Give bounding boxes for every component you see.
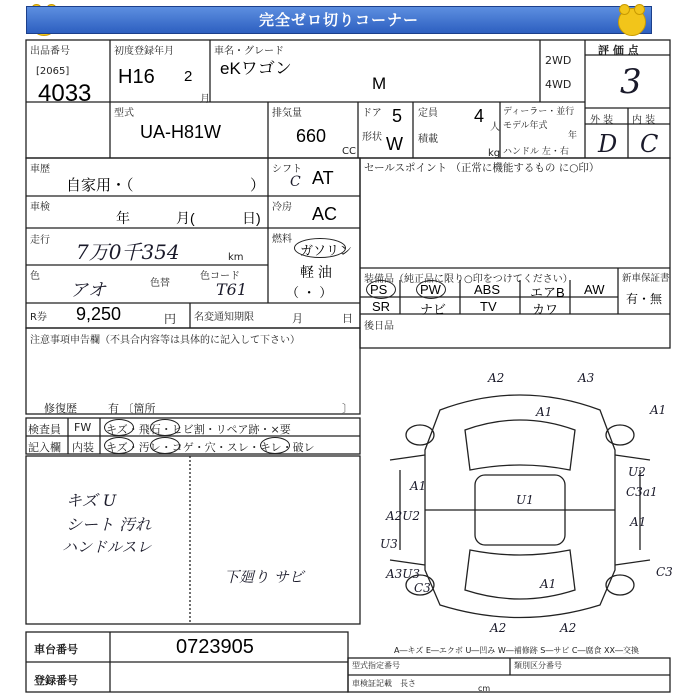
- cert-label: 車検証記載: [352, 679, 392, 688]
- color-label: 色: [30, 271, 40, 282]
- mark-left-door: A1: [410, 479, 427, 493]
- fuel-label: 燃料: [272, 234, 292, 245]
- doors-label: ドア: [362, 108, 382, 119]
- equip-abs: ABS: [474, 282, 501, 297]
- mark-front-left: A2: [488, 371, 505, 385]
- mileage-label: 走行: [30, 235, 50, 246]
- warranty-label: 新車保証書: [622, 273, 670, 284]
- evaluation-score: 3: [620, 62, 642, 102]
- interior-label: 内 装: [632, 115, 656, 126]
- inspector-label: 検査員: [28, 423, 61, 436]
- car-grade: M: [372, 74, 387, 93]
- history-label: 車歴: [30, 164, 50, 175]
- mark-right-rear-wheel: C3: [656, 565, 673, 579]
- mark-rear-left: A2: [490, 621, 507, 635]
- category-number-label: 類別区分番号: [514, 661, 562, 670]
- name-change-month: 月: [292, 312, 303, 325]
- handle-label: ハンドル 左・右: [503, 147, 569, 157]
- load-label: 積載: [418, 134, 438, 145]
- shift-type: AT: [312, 168, 334, 188]
- chassis-number: 0723905: [176, 636, 254, 658]
- usage-history-close: ）: [250, 177, 266, 194]
- interior-items: キズ・汚レ・コゲ・穴・スレ・キレ・破レ: [106, 441, 315, 454]
- inspector-fw: FW: [74, 421, 92, 434]
- banner-title: 完全ゼロ切りコーナー: [258, 11, 419, 29]
- equip-pw-circle: [416, 280, 446, 299]
- model-code: UA-H81W: [140, 122, 222, 142]
- mark-front-right: A3: [578, 371, 595, 385]
- inspection-day: 日): [242, 210, 261, 226]
- usage-history: 自家用・（: [66, 177, 134, 194]
- color-code: T61: [216, 280, 248, 299]
- first-registration-label: 初度登録年月: [114, 46, 174, 57]
- cc-unit: CC: [342, 146, 356, 157]
- color-code-label: 色コード: [200, 271, 240, 282]
- aircon-label: 冷房: [272, 202, 292, 213]
- length-unit: cm: [478, 684, 491, 693]
- shape-label: 形状: [362, 132, 382, 143]
- recycle-unit: 円: [164, 312, 177, 326]
- registration-era-year: H16: [118, 66, 155, 88]
- fuel-gasoline: ガソリン: [300, 243, 353, 258]
- equip-airbag: エアB: [530, 285, 565, 300]
- load-unit: kg: [488, 148, 501, 159]
- int-wear-circle-mark: [260, 437, 290, 454]
- mark-right-quarter: A1: [630, 515, 647, 529]
- name-change-label: 名変通知期限: [194, 312, 254, 323]
- km-unit: km: [228, 252, 244, 263]
- recycle-fee: 9,250: [76, 304, 122, 324]
- drive-4wd: 4WD: [545, 78, 572, 91]
- equip-leather: カワ: [532, 302, 559, 317]
- color-change-label: 色替: [150, 278, 170, 289]
- registration-month: 2: [184, 68, 193, 85]
- sales-point-label: セールスポイント （正常に機能するもの に○印）: [364, 162, 600, 174]
- chassis-number-label: 車台番号: [34, 643, 78, 656]
- exterior-grade: D: [598, 130, 618, 158]
- car-name-grade-label: 車名・グレード: [214, 46, 284, 57]
- damage-diagram: [380, 370, 673, 640]
- mark-left-rear-door: A2U2: [386, 509, 421, 523]
- mark-rear-right: A2: [560, 621, 577, 635]
- registration-number-label: 登録番号: [34, 674, 78, 687]
- evaluation-label: 評 価 点: [598, 44, 639, 57]
- interior-items-label: 内装: [72, 441, 94, 454]
- warranty: 有・無: [626, 292, 663, 306]
- length-label: 長さ: [400, 679, 416, 688]
- capacity: 4: [474, 106, 485, 126]
- model-label: 型式: [114, 108, 134, 119]
- remark-seat: シート 汚れ: [66, 515, 152, 534]
- drive-2wd: 2WD: [545, 54, 572, 67]
- mark-roof: U1: [516, 493, 534, 507]
- displacement-label: 排気量: [272, 108, 302, 119]
- remark-handle: ハンドルスレ: [62, 538, 152, 556]
- shift-label: シフト: [272, 164, 302, 175]
- name-change-day: 日: [342, 312, 353, 325]
- equip-ps: PS: [370, 282, 388, 297]
- year-unit: 年: [568, 131, 578, 141]
- equip-aw: AW: [584, 282, 605, 297]
- shape: W: [386, 134, 403, 154]
- type-designation-label: 型式指定番号: [352, 661, 400, 670]
- stock-number-label: 出品番号: [30, 46, 70, 57]
- exterior-label: 外 装: [590, 115, 614, 126]
- mark-trunk: A1: [540, 577, 557, 591]
- car-name: eKワゴン: [220, 59, 292, 78]
- body-color: アオ: [70, 280, 106, 301]
- equip-sr: SR: [372, 299, 391, 314]
- equip-pw: PW: [420, 282, 441, 297]
- damage-legend: A―キズ E―エクボ U―凹み W―補修跡 S―サビ C―腐食 XX―交換: [394, 646, 640, 655]
- model-year-label: モデル年式: [503, 121, 548, 131]
- aircon: AC: [312, 204, 338, 224]
- equip-ps-circle: [366, 280, 396, 299]
- dealer-label: ディーラー・並行: [503, 107, 575, 117]
- stock-sub-number: [2065]: [36, 66, 70, 77]
- chip-circle-mark: [150, 419, 180, 436]
- inspection-month: 月(: [176, 210, 195, 226]
- declaration-label: 注意事項申告欄（不具合内容等は具体的に記入して下さい）: [30, 335, 300, 346]
- repair-history-label: 修復歴: [44, 402, 77, 415]
- inspection-label: 車検: [30, 202, 50, 213]
- recycle-label: R券: [30, 312, 47, 323]
- mark-front-right-corner: A1: [650, 403, 667, 417]
- mark-left-rear-wheel: C3: [414, 581, 431, 595]
- after-items-label: 後日品: [364, 321, 394, 332]
- repair-history-value: 有 〔箇所: [108, 402, 156, 415]
- inspection-year: 年: [116, 210, 130, 226]
- repair-history-close: 〕: [342, 402, 353, 415]
- mark-right-door-rear: C3a1: [626, 485, 658, 499]
- mark-left-quarter: A3U3: [386, 567, 421, 581]
- scratch-circle-mark: [104, 419, 134, 436]
- doors: 5: [392, 106, 403, 126]
- mileage: 7万0千354: [76, 240, 180, 264]
- equipment-label: 装備品（純正品に限り○印をつけてください）: [364, 274, 573, 285]
- month-unit: 月: [200, 94, 210, 105]
- int-stain-circle-mark: [150, 437, 180, 454]
- displacement: 660: [296, 126, 327, 146]
- remark-underbody: 下廻り サビ: [224, 568, 304, 586]
- int-scratch-circle-mark: [104, 437, 134, 454]
- mark-right-door-front: U2: [628, 465, 646, 479]
- mark-hood: A1: [536, 405, 553, 419]
- mark-left-sill: U3: [380, 537, 398, 551]
- shift-column-mark: C: [290, 174, 301, 190]
- entry-label: 記入欄: [28, 441, 61, 454]
- equip-navi: ナビ: [420, 302, 447, 317]
- capacity-label: 定員: [418, 108, 438, 119]
- capacity-unit: 人: [490, 122, 500, 133]
- remark-scratch: キズ U: [66, 491, 117, 510]
- stock-number: 4033: [38, 80, 92, 107]
- interior-grade: C: [640, 130, 659, 158]
- fuel-diesel: 軽 油: [300, 264, 332, 280]
- equip-tv: TV: [480, 299, 497, 314]
- fuel-other: （ ・ ）: [286, 285, 333, 300]
- inspector-items: キズ・飛石・ヒビ割・リペア跡・×要: [106, 423, 291, 436]
